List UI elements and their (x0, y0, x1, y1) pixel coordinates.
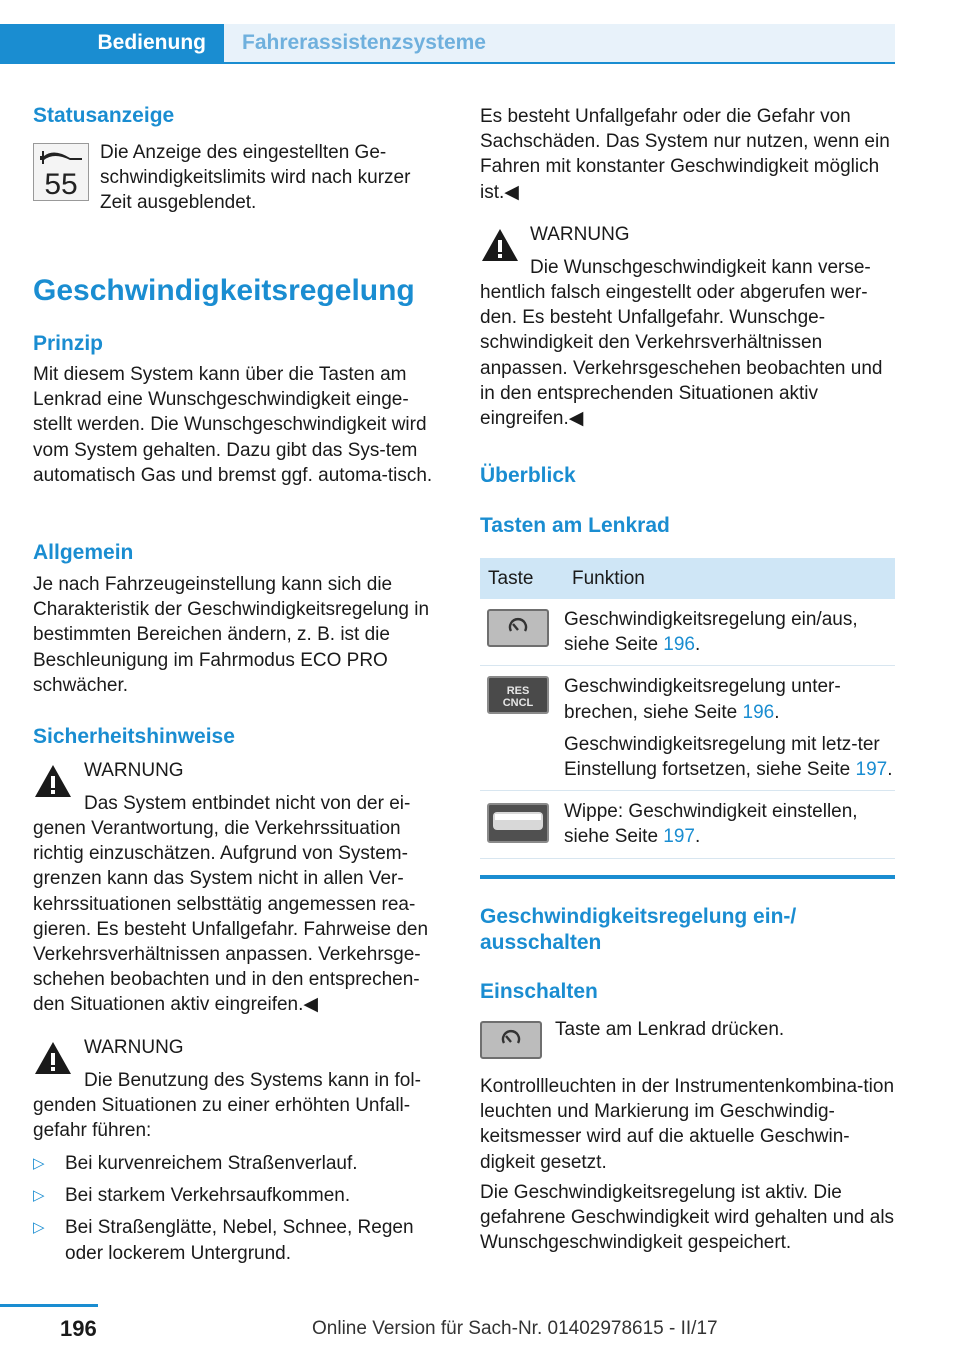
svg-text:CNCL: CNCL (502, 697, 534, 710)
main-heading: Geschwindigkeitsregelung (33, 274, 415, 307)
rocker-switch-icon (487, 803, 549, 843)
table-row (480, 666, 895, 791)
warning3-first-line: Die Wunschgeschwindigkeit kann verse- (530, 257, 871, 278)
tab-fahrerassistenzsysteme[interactable]: Fahrerassistenzsysteme (224, 24, 895, 62)
general-text: Je nach Fahrzeugeinstellung kann sich die Charakteristik der Geschwindigkeitsregelung in bestimmten Bereichen ändern, z. B. ist die Beschleunigung im Fahrmodus ECO PRO schwächer. (33, 574, 430, 696)
principle-heading: Prinzip (33, 332, 104, 355)
page-link[interactable]: 196 (742, 701, 775, 723)
list-item: ▷ Bei Straßenglätte, Nebel, Schnee, Regen oder lockerem Untergrund. (33, 1215, 446, 1265)
warning2-text: genden Situationen zu einer erhöhten Unfall-gefahr führen: (33, 1095, 411, 1142)
cruise-control-button-icon (487, 609, 549, 647)
row1-function: Geschwindigkeitsregelung ein/aus, siehe Seite 196. (564, 599, 895, 666)
warning2-title: WARNUNG (84, 1037, 184, 1058)
list-item: ▷ Bei starkem Verkehrsaufkommen. (33, 1183, 446, 1208)
table-header-function: Funktion (564, 558, 895, 599)
switchon-text: Taste am Lenkrad drücken. (555, 1019, 785, 1040)
intro-text: Es besteht Unfallgefahr oder die Gefahr von Sachschäden. Das System nur nutzen, wenn ein Fahren mit konstanter Geschwindigkeit möglich ist.◀ (480, 106, 890, 203)
bullet-list (33, 1151, 446, 1266)
warning-icon (33, 1039, 73, 1077)
switchon-heading: Einschalten (480, 980, 598, 1003)
overview-heading: Überblick (480, 464, 576, 487)
general-heading: Allgemein (33, 541, 134, 564)
warning1-title: WARNUNG (84, 760, 184, 781)
list-item: ▷ Bei kurvenreichem Straßenverlauf. (33, 1151, 446, 1176)
bullet-arrow-icon: ▷ (33, 1155, 45, 1172)
header-bar (0, 0, 895, 62)
active-text: Die Geschwindigkeitsregelung ist aktiv. Die gefahrene Geschwindigkeit wird gehalten und als Wunschgeschwindigkeit gespeichert. (480, 1182, 895, 1254)
res-cncl-button-icon (487, 676, 549, 714)
warning3-title: WARNUNG (530, 224, 630, 245)
table-header-key: Taste (480, 558, 564, 599)
principle-text: Mit diesem System kann über die Tasten am Lenkrad eine Wunschgeschwindigkeit einge-stellt werden. Die Wunschgeschwindigkeit wird vom System gehalten. Dazu gibt das Sys-tem automatisch Gas und bremst ggf. automa-tisch. (33, 364, 433, 486)
buttons-table (480, 558, 895, 859)
onoff-heading: Geschwindigkeitsregelung ein-/ ausschalten (480, 905, 797, 954)
page-link[interactable]: 197 (663, 826, 695, 848)
warning-icon (33, 762, 73, 800)
page-link[interactable]: 197 (855, 759, 888, 781)
control-text: Kontrollleuchten in der Instrumentenkombina-tion leuchten und Markierung im Geschwindig-keitsmesser wird auf die aktuelle Geschwin-digkeit gesetzt. (480, 1076, 895, 1173)
safety-heading: Sicherheitshinweise (33, 725, 235, 748)
bullet-arrow-icon: ▷ (33, 1219, 45, 1237)
status-heading: Statusanzeige (33, 104, 175, 127)
online-version-text: Online Version für Sach-Nr. 01402978615 - II/17 (312, 1318, 718, 1339)
table-bottom-border (480, 875, 895, 879)
row2-function: Geschwindigkeitsregelung unter-brechen, siehe Seite 196. Geschwindigkeitsregelung mit letz-ter Einstellung fortsetzen, siehe Seite 197. (564, 666, 895, 791)
warning1-first-line: Das System entbindet nicht von der ei- (84, 793, 411, 814)
row3-function: Wippe: Geschwindigkeit einstellen, siehe Seite 197. (564, 791, 895, 858)
footer-divider (0, 1304, 98, 1307)
table-row (480, 791, 895, 858)
page-link[interactable]: 196 (663, 634, 695, 656)
warning-icon (480, 226, 520, 264)
warning3-text: hentlich falsch eingestellt oder abgerufen wer-den. Es besteht Unfallgefahr. Wunschge-schwindigkeit den Verkehrsverhältnissen anpassen. Verkehrsgeschehen beobachten und in den entsprechenden Situationen aktiv eingreifen.◀ (480, 282, 883, 430)
status-text: Die Anzeige des eingestellten Ge-schwindigkeitslimits wird nach kurzer Zeit ausgeblendet. (100, 142, 411, 214)
warning2-first-line: Die Benutzung des Systems kann in fol- (84, 1070, 421, 1091)
table-row (480, 599, 895, 666)
header-divider (0, 62, 895, 64)
buttons-heading: Tasten am Lenkrad (480, 514, 670, 537)
svg-text:RES: RES (506, 685, 530, 698)
page-number: 196 (60, 1316, 97, 1341)
speed-limit-icon (33, 143, 89, 201)
warning1-text: genen Verantwortung, die Verkehrssituation richtig einzuschätzen. Aufgrund von System-grenzen kann das System nicht in allen Ver-kehrssituationen selbsttätig angemessen rea-gieren. Es besteht Unfallgefahr. Fahrweise den Verkehrsverhältnissen anpassen. Verkehrsge-schehen beobachten und in den entsprechen-den Situationen aktiv eingreifen.◀ (33, 818, 429, 1016)
cruise-control-button-icon (480, 1021, 542, 1059)
tab-bedienung[interactable]: Bedienung (0, 24, 224, 62)
bullet-arrow-icon: ▷ (33, 1187, 45, 1205)
svg-text:55: 55 (44, 168, 78, 200)
